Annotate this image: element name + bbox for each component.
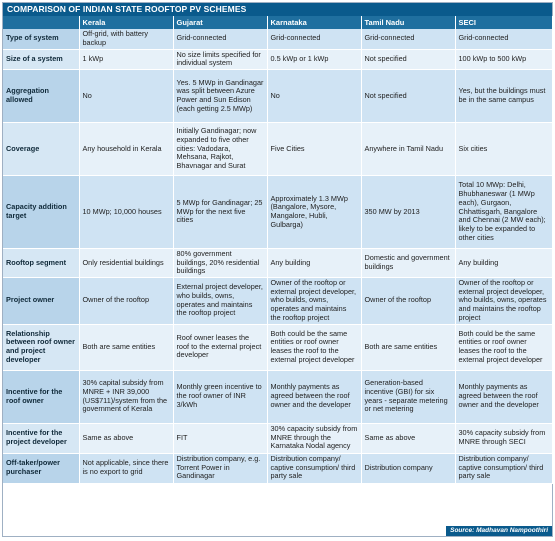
column-header: Gujarat [173,16,267,29]
table-cell: 30% capital subsidy from MNRE + INR 39,000 (US$711)/system from the government of Kerala [79,370,173,423]
table-cell: Distribution company/ captive consumption/ third party sale [267,453,361,483]
table-cell: Monthly green incentive to the roof owner of INR 3/kWh [173,370,267,423]
table-row [3,69,552,122]
comparison-table [3,16,553,484]
table-cell: Off-grid, with battery backup [79,29,173,49]
table-cell: No size limits specified for individual system [173,49,267,69]
table-cell: Owner of the rooftop or external project developer, who builds, owns, operates and maintains the rooftop project [455,278,552,325]
header-corner [3,16,79,29]
table-cell: Both could be the same entities or roof owner leases the roof to the external project developer [455,324,552,370]
table-cell: 10 MWp; 10,000 houses [79,175,173,248]
header-row [3,16,552,29]
table-row [3,122,552,175]
table-cell: Any building [455,248,552,277]
table-cell: Owner of the rooftop [361,278,455,325]
table-cell: Six cities [455,122,552,175]
table-cell: External project developer, who builds, owns, operates and maintains the rooftop project [173,278,267,325]
table-cell: Owner of the rooftop [79,278,173,325]
row-label: Project owner [3,278,79,325]
row-label: Incentive for the roof owner [3,370,79,423]
table-cell: Same as above [361,423,455,453]
table-title: COMPARISON OF INDIAN STATE ROOFTOP PV SCHEMES [3,3,552,16]
table-row [3,423,552,453]
table-row [3,324,552,370]
table-cell: Grid-connected [361,29,455,49]
table-cell: 80% government buildings, 20% residential buildings [173,248,267,277]
table-row [3,453,552,483]
source-credit: Source: Madhavan Nampoothiri [446,526,552,536]
table-cell: 0.5 kWp or 1 kWp [267,49,361,69]
row-label: Coverage [3,122,79,175]
column-header: Kerala [79,16,173,29]
table-cell: Monthly payments as agreed between the roof owner and the developer [267,370,361,423]
table-cell: 5 MWp for Gandinagar; 25 MWp for the next five cities [173,175,267,248]
table-cell: 1 kWp [79,49,173,69]
table-cell: Grid-connected [173,29,267,49]
table-cell: Domestic and government buildings [361,248,455,277]
row-label: Off-taker/power purchaser [3,453,79,483]
table-cell: Approximately 1.3 MWp (Bangalore, Mysore, Mangalore, Hubli, Gulbarga) [267,175,361,248]
table-cell: 100 kWp to 500 kWp [455,49,552,69]
row-label: Capacity addition target [3,175,79,248]
comparison-table-figure [2,2,553,537]
table-cell: Owner of the rooftop or external project developer, who builds, owns, operates and maintains the rooftop project [267,278,361,325]
table-cell: Same as above [79,423,173,453]
column-header: SECI [455,16,552,29]
table-cell: Distribution company [361,453,455,483]
table-cell: Any building [267,248,361,277]
table-row [3,248,552,277]
table-cell: No [79,69,173,122]
table-cell: Not specified [361,49,455,69]
table-cell: Generation-based incentive (GBI) for six years - separate metering or net metering [361,370,455,423]
table-cell: 30% capacity subsidy from MNRE through SECI [455,423,552,453]
table-cell: Any household in Kerala [79,122,173,175]
row-label: Type of system [3,29,79,49]
table-cell: Yes. 5 MWp in Gandinagar was split between Azure Power and Sun Edison (each getting 2.5 MWp) [173,69,267,122]
table-cell: Yes, but the buildings must be in the same campus [455,69,552,122]
table-cell: Only residential buildings [79,248,173,277]
table-cell: Total 10 MWp: Delhi, Bhubhaneswar (1 MWp each), Gurgaon, Chhattisgarh, Bangalore and Chennai (2 MW each); likely to be expanded to other cities [455,175,552,248]
column-header: Tamil Nadu [361,16,455,29]
row-label: Aggregation allowed [3,69,79,122]
table-row [3,49,552,69]
table-row [3,175,552,248]
table-cell: Grid-connected [267,29,361,49]
table-cell: No [267,69,361,122]
table-cell: Both are same entities [79,324,173,370]
table-cell: Grid-connected [455,29,552,49]
table-row [3,370,552,423]
table-cell: Both could be the same entities or roof owner leases the roof to the external project developer [267,324,361,370]
table-cell: Initially Gandinagar; now expanded to five other cities: Vadodara, Mehsana, Rajkot, Bhavnagar and Surat [173,122,267,175]
table-cell: 30% capacity subsidy from MNRE through the Karnataka Nodal agency [267,423,361,453]
table-cell: Not specified [361,69,455,122]
table-cell: Distribution company/ captive consumption/ third party sale [455,453,552,483]
table-cell: Roof owner leases the roof to the external project developer [173,324,267,370]
table-cell: Five Cities [267,122,361,175]
row-label: Rooftop segment [3,248,79,277]
table-row [3,29,552,49]
column-header: Karnataka [267,16,361,29]
row-label: Relationship between roof owner and project developer [3,324,79,370]
table-cell: Anywhere in Tamil Nadu [361,122,455,175]
table-cell: Monthly payments as agreed between the roof owner and the developer [455,370,552,423]
table-cell: Both are same entities [361,324,455,370]
row-label: Incentive for the project developer [3,423,79,453]
table-cell: FIT [173,423,267,453]
table-body [3,29,552,483]
table-cell: 350 MW by 2013 [361,175,455,248]
row-label: Size of a system [3,49,79,69]
table-cell: Not applicable, since there is no export to grid [79,453,173,483]
table-row [3,278,552,325]
table-cell: Distribution company, e.g. Torrent Power in Gandinagar [173,453,267,483]
